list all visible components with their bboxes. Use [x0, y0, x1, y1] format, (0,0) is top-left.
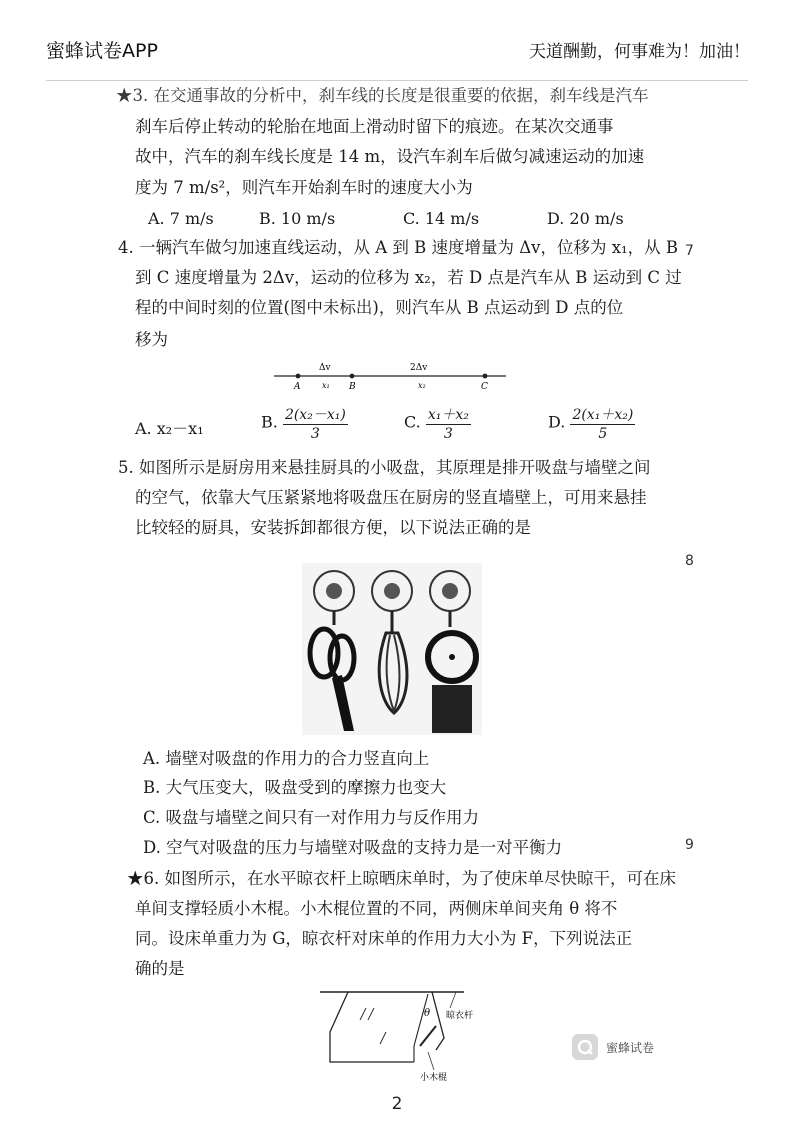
q4-line-4: 移为 [135, 330, 168, 349]
utensil-holder [432, 685, 472, 733]
point-c-dot [483, 374, 488, 379]
stick-label: 小木棍 [420, 1073, 448, 1083]
q4-option-d-label: D. [548, 412, 566, 432]
q3-option-a: A. 7 m/s [148, 209, 214, 228]
q4-number-line-figure [268, 358, 512, 394]
q4-option-d [548, 404, 635, 442]
q5-option-d: D. 空气对吸盘的压力与墙壁对吸盘的支持力是一对平衡力 [143, 838, 563, 857]
q4-option-b-denominator: 3 [310, 426, 320, 442]
q4-option-d-fraction [570, 404, 635, 442]
q3-line-2: 刹车后停止转动的轮胎在地面上滑动时留下的痕迹。在某次交通事 [135, 117, 614, 136]
q4-option-b-numerator: 2(x₂－x₁) [283, 404, 348, 425]
label-x1: x₁ [322, 381, 330, 390]
point-b-dot [350, 374, 355, 379]
q5-line-1: 5. 如图所示是厨房用来悬挂厨具的小吸盘，其原理是排开吸盘与墙壁之间 [118, 458, 651, 477]
margin-number: 7 [685, 243, 694, 259]
theta-label: θ [424, 1008, 431, 1019]
clothesline-label: 晾衣杆 [446, 1011, 474, 1021]
q5-option-b: B. 大气压变大，吸盘受到的摩擦力也变大 [143, 778, 447, 797]
q5-option-c: C. 吸盘与墙壁之间只有一对作用力与反作用力 [143, 808, 480, 827]
app-name: 蜜蜂试卷APP [46, 40, 158, 62]
q4-option-c [404, 404, 471, 442]
q4-option-c-denominator: 3 [443, 426, 453, 442]
bedsheet-left-side [330, 992, 414, 1062]
q6-line-2: 单间支撑轻质小木棍。小木棍位置的不同，两侧床单间夹角 θ 将不 [135, 899, 618, 918]
label-dv2: 2Δv [410, 363, 428, 373]
label-point-a: A [294, 382, 301, 392]
q3-option-d: D. 20 m/s [547, 209, 624, 228]
q5-line-3: 比较轻的厨具，安装拆卸都很方便，以下说法正确的是 [135, 518, 531, 537]
header-divider [46, 80, 748, 81]
q3-line-4: 度为 7 m/s²，则汽车开始刹车时的速度大小为 [135, 178, 473, 197]
q4-line-3: 程的中间时刻的位置(图中未标出)，则汽车从 B 点运动到 D 点的位 [135, 298, 624, 317]
label-dv1: Δv [319, 363, 331, 373]
q3-line-1: ★3. 在交通事故的分析中，刹车线的长度是很重要的依据，刹车线是汽车 [116, 86, 649, 105]
suction-cup-hooks-photo [302, 563, 482, 735]
q6-bedsheet-figure [316, 986, 496, 1086]
q4-option-c-numerator: x₁＋x₂ [426, 404, 471, 425]
point-a-dot [296, 374, 301, 379]
q5-line-2: 的空气，依靠大气压紧紧地将吸盘压在厨房的竖直墙壁上，可用来悬挂 [135, 488, 647, 507]
watermark-text: 蜜蜂试卷 [606, 1040, 655, 1055]
margin-number: 8 [685, 553, 694, 569]
bedsheet-right-side [432, 992, 444, 1050]
q4-line-1: 4. 一辆汽车做匀加速直线运动，从 A 到 B 速度增量为 Δv，位移为 x₁，从 B [118, 238, 679, 257]
wooden-stick [420, 1026, 436, 1046]
q3-option-c: C. 14 m/s [403, 209, 480, 228]
q6-line-3: 同。设床单重力为 G，晾衣杆对床单的作用力大小为 F，下列说法正 [135, 929, 633, 948]
q6-line-4: 确的是 [135, 959, 185, 978]
label-x2: x₂ [418, 381, 426, 390]
q4-option-b-fraction [283, 404, 348, 442]
q4-option-b-label: B. [261, 412, 278, 432]
q3-option-b: B. 10 m/s [259, 209, 336, 228]
watermark-logo-icon [572, 1034, 598, 1060]
q4-option-d-numerator: 2(x₁＋x₂) [570, 404, 635, 425]
q5-option-a: A. 墙壁对吸盘的作用力的合力竖直向上 [143, 749, 430, 768]
q4-option-d-denominator: 5 [598, 426, 608, 442]
app-header [0, 0, 794, 82]
q4-option-a: A. x₂－x₁ [135, 419, 204, 438]
watermark [572, 1032, 654, 1062]
margin-number: 9 [685, 837, 694, 853]
page-number: 2 [391, 1094, 403, 1114]
label-point-b: B [349, 382, 356, 392]
q4-option-c-fraction [426, 404, 471, 442]
q4-option-b [261, 404, 348, 442]
q4-line-2: 到 C 速度增量为 2Δv，运动的位移为 x₂，若 D 点是汽车从 B 运动到 C 过 [135, 268, 682, 287]
label-point-c: C [481, 382, 488, 392]
q3-line-3: 故中，汽车的刹车线长度是 14 m，设汽车刹车后做匀减速运动的加速 [135, 147, 645, 166]
header-slogan: 天道酬勤，何事难为！加油！ [529, 42, 750, 62]
q4-option-c-label: C. [404, 412, 421, 432]
q6-line-1: ★6. 如图所示，在水平晾衣杆上晾晒床单时，为了使床单尽快晾干，可在床 [127, 869, 676, 888]
